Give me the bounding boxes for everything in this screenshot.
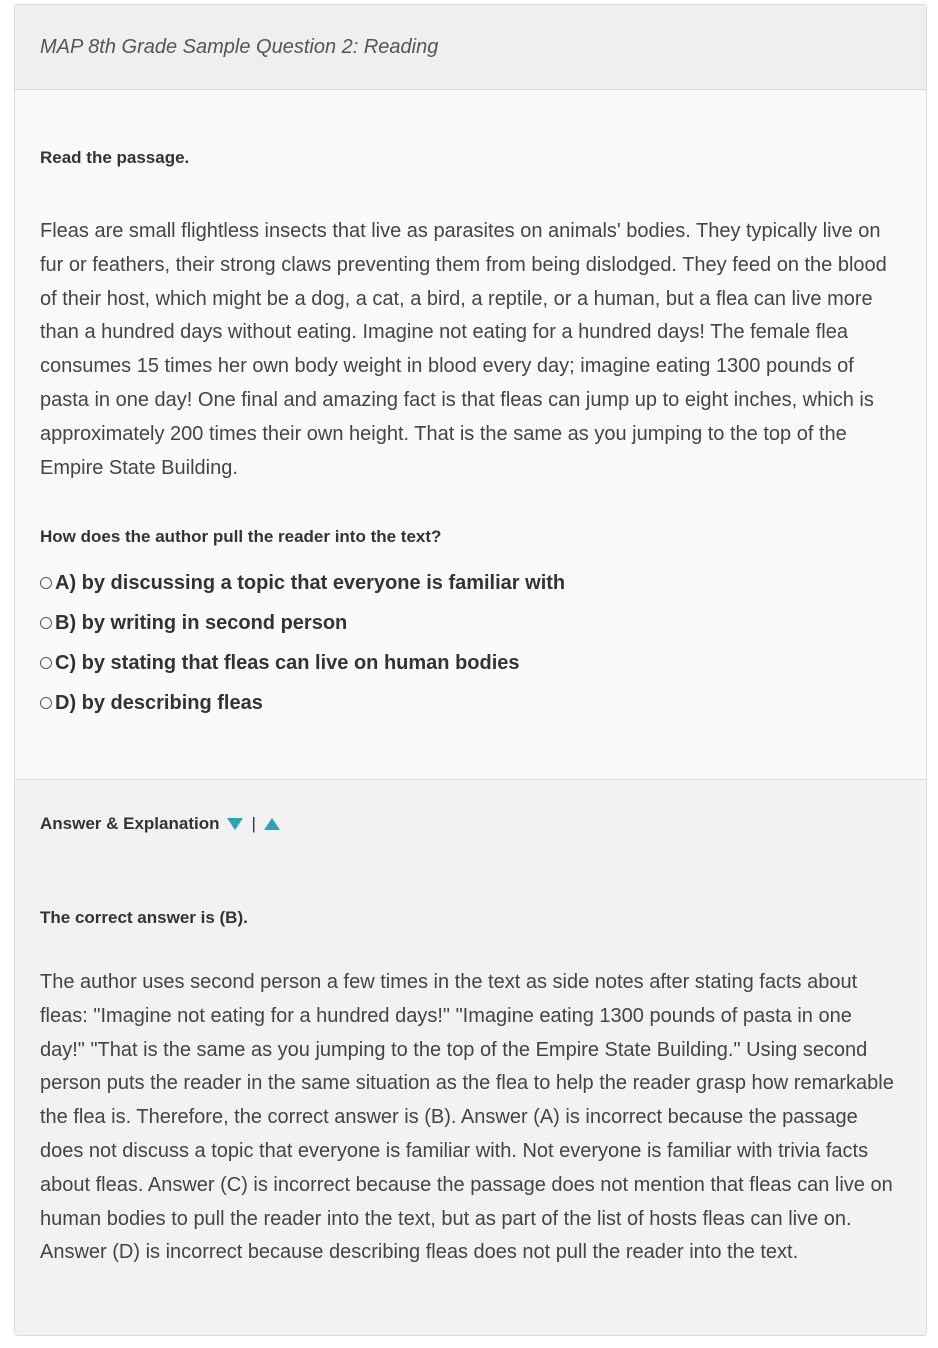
radio-button-c[interactable]	[40, 657, 52, 669]
option-b[interactable]	[40, 603, 901, 643]
answer-options	[40, 563, 901, 723]
instruction-text: Read the passage.	[40, 148, 190, 167]
option-label: B) by writing in second person	[55, 611, 348, 634]
radio-button-b[interactable]	[40, 617, 52, 629]
option-label: A) by discussing a topic that everyone is familiar with	[55, 571, 566, 594]
question-text: How does the author pull the reader into the text?	[40, 527, 442, 547]
option-c[interactable]	[40, 643, 901, 683]
option-label: D) by describing fleas	[55, 691, 263, 714]
answer-toggle	[40, 812, 901, 836]
toggle-separator: |	[251, 814, 256, 833]
collapse-triangle-icon[interactable]	[264, 818, 280, 830]
radio-button-d[interactable]	[40, 697, 52, 709]
answer-section	[15, 780, 926, 1335]
reading-passage: Fleas are small flightless insects that live as parasites on animals' bodies. They typically live on fur or feathers, their strong claws preventing them from being dislodged. They feed on the blood of their host, which might be a dog, a cat, a bird, a reptile, or a human, but a flea can live more than a hundred days without eating. Imagine not eating for a hundred days! The female flea consumes 15 times her own body weight in blood every day; imagine eating 1300 pounds of pasta in one day! One final and amazing fact is that fleas can jump up to eight inches, which is approximately 200 times their own height. That is the same as you jumping to the top of the Empire State Building.	[40, 220, 887, 479]
page-title: MAP 8th Grade Sample Question 2: Reading	[40, 36, 439, 58]
card-header	[15, 5, 926, 90]
option-a[interactable]	[40, 563, 901, 603]
explanation-text: The author uses second person a few times in the text as side notes after stating facts about fleas: "Imagine not eating for a hundred days!" "Imagine eating 1300 pounds of pasta in one day!" "That is the same as you jumping to the top of the Empire State Building." Using second person puts the reader in the same situation as the flea to help the reader grasp how remarkable the flea is. Therefore, the correct answer is (B). Answer (A) is incorrect because the passage does not discuss a topic that everyone is familiar with. Not everyone is familiar with trivia facts about fleas. Answer (C) is incorrect because the passage does not mention that fleas can live on human bodies to pull the reader into the text, but as part of the list of hosts fleas can live on. Answer (D) is incorrect because describing fleas does not pull the reader into the text.	[40, 971, 894, 1264]
answer-toggle-label: Answer & Explanation	[40, 814, 220, 833]
expand-triangle-icon[interactable]	[227, 818, 243, 830]
question-body	[15, 90, 926, 780]
radio-button-a[interactable]	[40, 577, 52, 589]
option-d[interactable]	[40, 683, 901, 723]
question-card	[14, 4, 927, 1336]
option-label: C) by stating that fleas can live on human bodies	[55, 651, 520, 674]
correct-answer-text: The correct answer is (B).	[40, 908, 248, 927]
